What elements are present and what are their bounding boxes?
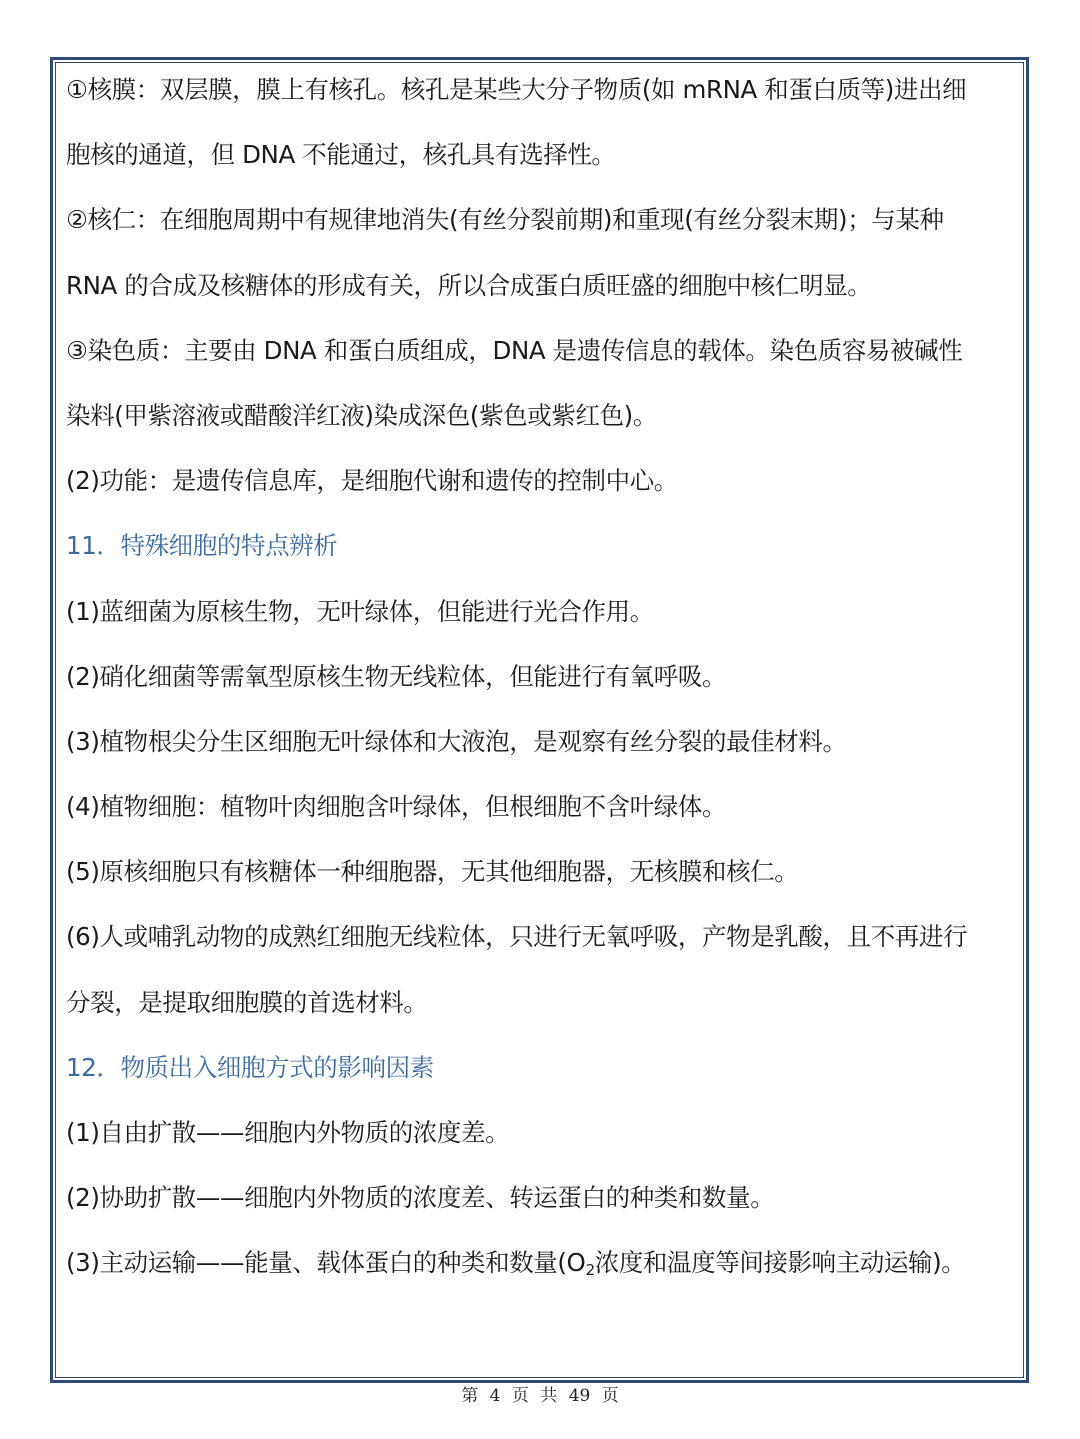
text-line-nucleolus-cont: RNA 的合成及核糖体的形成有关，所以合成蛋白质旺盛的细胞中核仁明显。: [66, 270, 872, 300]
list-item-prokaryote: (5)原核细胞只有核糖体一种细胞器，无其他细胞器，无核膜和核仁。: [66, 857, 799, 887]
list-item-root-tip: (3)植物根尖分生区细胞无叶绿体和大液泡，是观察有丝分裂的最佳材料。: [66, 726, 847, 756]
list-item-active-transport: [66, 1230, 1022, 1295]
text-line-nuclear-pore: 胞核的通道，但 DNA 不能通过，核孔具有选择性。: [66, 140, 616, 170]
section-heading-11: 11．特殊细胞的特点辨析: [66, 531, 338, 561]
text-line-nuclear-envelope: ①核膜：双层膜，膜上有核孔。核孔是某些大分子物质(如 mRNA 和蛋白质等)进出细: [66, 75, 967, 104]
list-item-facilitated-diffusion: (2)协助扩散——细胞内外物质的浓度差、转运蛋白的种类和数量。: [66, 1183, 775, 1213]
oxygen-subscript: 2: [585, 1261, 595, 1280]
section-heading-12: 12．物质出入细胞方式的影响因素: [66, 1052, 434, 1082]
text-line-function: (2)功能：是遗传信息库，是细胞代谢和遗传的控制中心。: [66, 466, 678, 496]
text-line-nucleolus: ②核仁：在细胞周期中有规律地消失(有丝分裂前期)和重现(有丝分裂末期)；与某种: [66, 205, 944, 235]
list-item-nitrifying-bacteria: (2)硝化细菌等需氧型原核生物无线粒体，但能进行有氧呼吸。: [66, 661, 727, 691]
text-line-chromatin: ③染色质：主要由 DNA 和蛋白质组成，DNA 是遗传信息的载体。染色质容易被碱性: [66, 335, 963, 365]
document-body: [66, 57, 1022, 1296]
page-number-footer: 第 4 页 共 49 页: [461, 1386, 619, 1406]
text-line-chromatin-cont: 染料(甲紫溶液或醋酸洋红液)染成深色(紫色或紫红色)。: [66, 400, 657, 430]
list-item-red-blood-cell: (6)人或哺乳动物的成熟红细胞无线粒体，只进行无氧呼吸，产物是乳酸，且不再进行: [66, 922, 968, 952]
list-item-cyanobacteria: (1)蓝细菌为原核生物，无叶绿体，但能进行光合作用。: [66, 596, 654, 626]
list-item-red-blood-cell-cont: 分裂，是提取细胞膜的首选材料。: [66, 987, 428, 1017]
active-transport-text: (3)主动运输——能量、载体蛋白的种类和数量(O: [66, 1248, 586, 1278]
active-transport-tail: 浓度和温度等间接影响主动运输)。: [594, 1248, 966, 1278]
list-item-plant-cell: (4)植物细胞：植物叶肉细胞含叶绿体，但根细胞不含叶绿体。: [66, 792, 727, 822]
list-item-free-diffusion: (1)自由扩散——细胞内外物质的浓度差。: [66, 1118, 510, 1147]
